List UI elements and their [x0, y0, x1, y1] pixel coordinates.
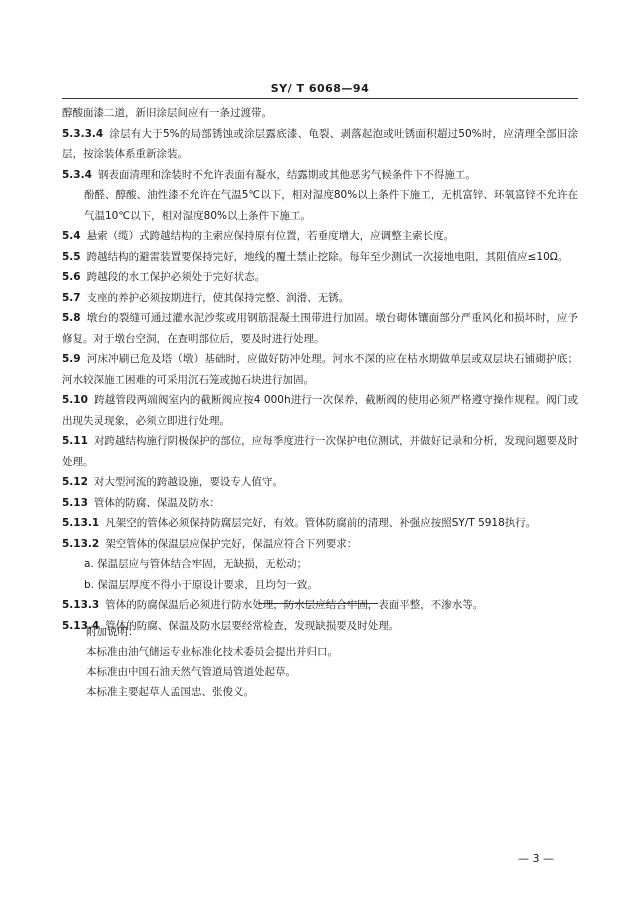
clause-number: 5.13.2	[62, 537, 100, 550]
header-rule	[62, 98, 578, 99]
clause-number: 5.13.4	[62, 619, 100, 632]
clause-number: 5.3.3.4	[62, 127, 104, 140]
clause-paragraph	[62, 595, 578, 616]
standard-code-header: SY/ T 6068—94	[270, 82, 370, 95]
clause-text: 悬索（缆）式跨越结构的主索应保持原有位置，若垂度增大，应调整主索长度。	[86, 230, 455, 242]
clause-list	[62, 103, 578, 636]
clause-paragraph	[62, 308, 578, 349]
clause-text: 对跨越结构施行阴极保护的部位，应每季度进行一次保护电位测试，并做好记录和分析，发现问题要及时处理。	[62, 435, 578, 468]
clause-paragraph	[62, 247, 578, 268]
clause-number: 5.8	[62, 312, 81, 324]
clause-number: 5.5	[62, 250, 81, 263]
clause-paragraph	[62, 534, 578, 555]
clause-text: 醇酸面漆二道，新旧涂层间应有一条过渡带。	[62, 107, 272, 119]
clause-text: a. 保温层应与管体结合牢固，无缺损，无松动；	[84, 558, 308, 570]
clause-paragraph	[62, 472, 578, 493]
clause-paragraph	[62, 390, 578, 431]
clause-text: 钢表面清理和涂装时不允许表面有凝水，结露期或其他恶劣气候条件下不得施工。	[97, 168, 476, 181]
appendix-line: 本标准主要起草人孟国忠、张俊义。	[86, 686, 254, 698]
clause-number: 5.4	[62, 230, 81, 242]
clause-text: b. 保温层厚度不得小于原设计要求，且均匀一致。	[84, 578, 318, 591]
clause-number: 5.11	[62, 435, 88, 447]
clause-paragraph	[62, 288, 578, 309]
clause-text: 架空管体的保温层应保护完好，保温应符合下列要求：	[105, 537, 358, 550]
clause-text: 跨越段的水工保护必须处于完好状态。	[86, 271, 266, 283]
clause-text: 支座的养护必须按期进行，使其保持完整、润滑、无锈。	[86, 291, 350, 304]
clause-paragraph	[62, 103, 578, 124]
list-item	[62, 554, 578, 575]
clause-paragraph	[62, 165, 578, 186]
clause-text: 管体的防腐保温后必须进行防水处理，防水层应结合牢固，表面平整，不渗水等。	[105, 599, 484, 611]
clause-number: 5.9	[62, 353, 81, 365]
clause-paragraph	[62, 185, 578, 226]
clause-text: 酚醛、醇酸、油性漆不允许在气温5℃以下，相对湿度80%以上条件下施工，无机富锌、环氧富锌不允许在气温10℃以下，相对湿度80%以上条件下施工。	[84, 189, 578, 222]
appendix-heading: 附加说明：	[86, 626, 139, 638]
clause-text: 河床冲刷已危及塔（墩）基础时，应做好防冲处理。河水不深的应在枯水期做单层或双层块石铺砌护底；河水较深施工困难的可采用沉石笼或抛石块进行加固。	[62, 353, 578, 386]
clause-paragraph	[62, 513, 578, 534]
clause-text: 跨越结构的避雷装置要保持完好，地线的覆土禁止挖除。每年至少测试一次接地电阻，其阻值应≤10Ω。	[86, 250, 569, 263]
appendix-line: 本标准由中国石油天然气管道局管道处起草。	[86, 666, 296, 678]
clause-text: 对大型河流的跨越设施，要设专人值守。	[93, 476, 283, 488]
appendix-line: 本标准由油气储运专业标准化技术委员会提出并归口。	[86, 646, 338, 658]
clause-text: 凡架空的管体必须保持防腐层完好，有效。管体防腐前的清理、补强应按照SY/T 5918执行。	[105, 517, 537, 529]
clause-paragraph	[62, 431, 578, 472]
page-number: — 3 —	[518, 852, 554, 865]
clause-text: 墩台的裂缝可通过灌水泥沙浆或用钢筋混凝土围带进行加固。墩台砌体镶面部分严重风化和损坏时，应予修复。对于墩台空洞，在查明部位后，要及时进行处理。	[62, 312, 578, 345]
clause-text: 跨越管段两端阀室内的截断阀应按4 000h进行一次保养，截断阀的使用必须严格遵守操作规程。阀门或出现失灵现象，必须立即进行处理。	[62, 394, 578, 427]
clause-number: 5.13	[62, 496, 88, 509]
clause-paragraph	[62, 226, 578, 247]
clause-number: 5.13.3	[62, 599, 100, 611]
appendix-notes	[86, 619, 566, 702]
clause-number: 5.3.4	[62, 168, 92, 181]
list-item	[62, 575, 578, 596]
clause-text: 涂层有大于5%的局部锈蚀或涂层露底漆、龟裂、剥落起泡或吐锈面积超过50%时，应清理全部旧涂层，按涂装体系重新涂装。	[62, 127, 578, 160]
section-divider	[258, 603, 378, 604]
clause-text: 管体的防腐、保温及防水层要经常检查，发现缺损要及时处理。	[105, 619, 400, 632]
clause-text: 管体的防腐、保温及防水：	[93, 496, 220, 509]
clause-paragraph	[62, 349, 578, 390]
clause-number: 5.12	[62, 476, 88, 488]
clause-paragraph	[62, 267, 578, 288]
clause-paragraph	[62, 124, 578, 165]
clause-number: 5.6	[62, 271, 81, 283]
clause-number: 5.10	[62, 394, 88, 406]
clause-paragraph	[62, 493, 578, 514]
clause-number: 5.7	[62, 291, 81, 304]
clause-number: 5.13.1	[62, 517, 100, 529]
